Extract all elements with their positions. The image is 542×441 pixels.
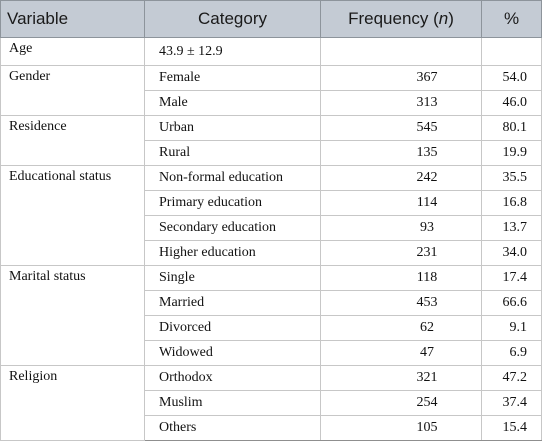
frequency-cell: 135 <box>321 141 482 166</box>
frequency-cell: 545 <box>321 116 482 141</box>
frequency-cell: 93 <box>321 216 482 241</box>
percent-cell: 66.6 <box>482 291 542 316</box>
frequency-cell: 453 <box>321 291 482 316</box>
percent-cell: 15.4 <box>482 416 542 441</box>
header-frequency-n: n <box>438 9 449 28</box>
category-cell: Widowed <box>145 341 321 366</box>
category-cell: Married <box>145 291 321 316</box>
percent-cell: 6.9 <box>482 341 542 366</box>
percent-cell: 35.5 <box>482 166 542 191</box>
percent-cell: 19.9 <box>482 141 542 166</box>
percent-cell: 17.4 <box>482 266 542 291</box>
table-row <box>1 166 542 191</box>
header-percent: % <box>482 1 542 38</box>
percent-cell: 37.4 <box>482 391 542 416</box>
table-row <box>1 366 542 391</box>
category-cell: Muslim <box>145 391 321 416</box>
table-row <box>1 38 542 66</box>
header-frequency <box>321 1 482 38</box>
variable-cell: Religion <box>1 366 145 441</box>
table-header <box>1 1 542 38</box>
variable-cell: Age <box>1 38 145 66</box>
category-cell: Single <box>145 266 321 291</box>
category-cell: Non-formal education <box>145 166 321 191</box>
variable-cell: Marital status <box>1 266 145 366</box>
percent-cell: 34.0 <box>482 241 542 266</box>
frequency-cell: 231 <box>321 241 482 266</box>
percent-cell: 16.8 <box>482 191 542 216</box>
header-row <box>1 1 542 38</box>
category-cell: Others <box>145 416 321 441</box>
table-row <box>1 66 542 91</box>
table-row <box>1 266 542 291</box>
category-cell: Male <box>145 91 321 116</box>
frequency-cell: 62 <box>321 316 482 341</box>
frequency-cell: 367 <box>321 66 482 91</box>
category-cell: Urban <box>145 116 321 141</box>
frequency-cell: 321 <box>321 366 482 391</box>
percent-cell: 46.0 <box>482 91 542 116</box>
variable-cell: Educational status <box>1 166 145 266</box>
category-cell: 43.9 ± 12.9 <box>145 38 321 66</box>
frequency-cell: 313 <box>321 91 482 116</box>
category-cell: Divorced <box>145 316 321 341</box>
header-frequency-label: Frequency ( <box>348 9 439 28</box>
frequency-cell: 242 <box>321 166 482 191</box>
percent-cell: 9.1 <box>482 316 542 341</box>
category-cell: Primary education <box>145 191 321 216</box>
category-cell: Female <box>145 66 321 91</box>
frequency-cell: 47 <box>321 341 482 366</box>
frequency-cell: 114 <box>321 191 482 216</box>
frequency-cell: 105 <box>321 416 482 441</box>
percent-cell: 47.2 <box>482 366 542 391</box>
percent-cell: 54.0 <box>482 66 542 91</box>
category-cell: Secondary education <box>145 216 321 241</box>
category-cell: Higher education <box>145 241 321 266</box>
percent-cell: 13.7 <box>482 216 542 241</box>
variable-cell: Gender <box>1 66 145 116</box>
table-body <box>1 38 542 441</box>
percent-cell: 80.1 <box>482 116 542 141</box>
table-row <box>1 116 542 141</box>
header-variable: Variable <box>1 1 145 38</box>
category-cell: Orthodox <box>145 366 321 391</box>
header-category: Category <box>145 1 321 38</box>
percent-cell <box>482 38 542 66</box>
category-cell: Rural <box>145 141 321 166</box>
header-frequency-close: ) <box>448 9 454 28</box>
frequency-cell: 118 <box>321 266 482 291</box>
frequency-cell: 254 <box>321 391 482 416</box>
variable-cell: Residence <box>1 116 145 166</box>
frequency-cell <box>321 38 482 66</box>
